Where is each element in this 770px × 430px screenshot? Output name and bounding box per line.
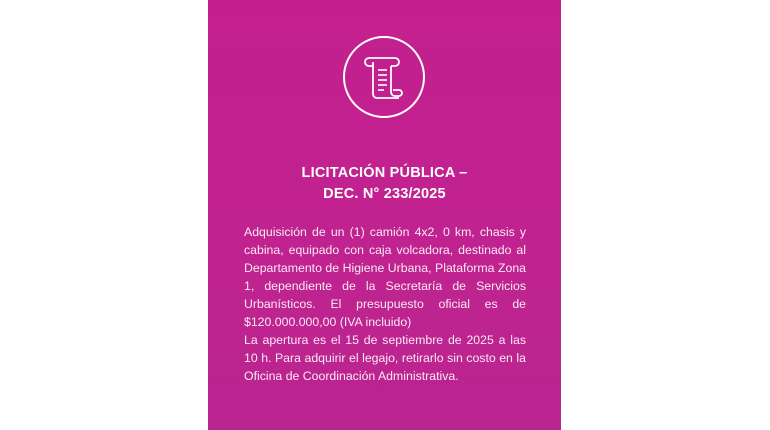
title-line-2: DEC. N° 233/2025 (323, 186, 446, 202)
title-line-1: LICITACIÓN PÚBLICA – (301, 165, 468, 181)
notice-paragraph-description: Adquisición de un (1) camión 4x2, 0 km, chasis y cabina, equipado con caja volcadora, destinado al Departamento de Higiene Urbana, Plataforma Zona 1, dependiente de la Secretaría de Servicios Urbanísticos. El presupuesto oficial es de $120.000.000,00 (IVA incluido) (244, 225, 526, 329)
notice-body (244, 223, 526, 385)
notice-paragraph-opening: La apertura es el 15 de septiembre de 2025 a las 10 h. Para adquirir el legajo, retirarlo sin costo en la Oficina de Coordinación Administrativa. (244, 333, 526, 383)
scroll-document-icon (341, 34, 427, 120)
notice-title (208, 163, 561, 205)
notice-card (208, 0, 561, 430)
